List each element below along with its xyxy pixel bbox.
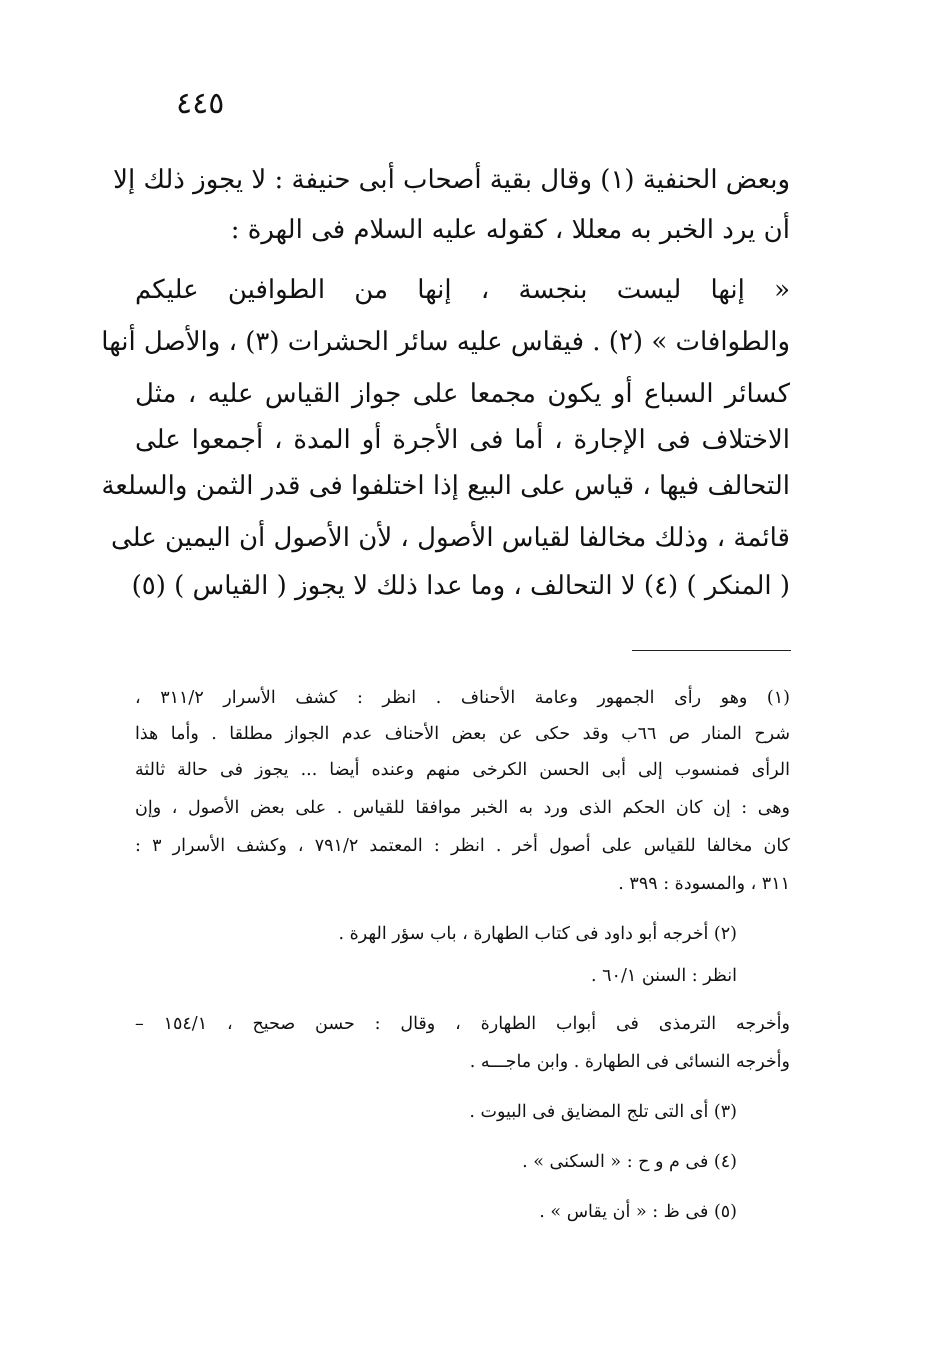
main-text-line: قائمة ، وذلك مخالفا لقياس الأصول ، لأن الأصول أن اليمين على (110, 523, 790, 553)
main-text-line: وبعض الحنفية (١) وقال بقية أصحاب أبى حنيفة : لا يجوز ذلك إلا (113, 165, 790, 195)
main-text-line: « إنها ليست بنجسة ، إنها من الطوافين عليكم (135, 275, 790, 305)
footnote-line: (٢) أخرجه أبو داود فى كتاب الطهارة ، باب سؤر الهرة . (338, 924, 737, 944)
footnote-separator (632, 650, 791, 651)
footnote-line: انظر : السنن ٦٠/١ . (591, 966, 737, 986)
page-number: ٤٤٥ (176, 86, 225, 121)
footnote-line: كان مخالفا للقياس على أصول أخر . انظر : المعتمد ٧٩١/٢ ، وكشف الأسرار ٣ : (135, 836, 790, 856)
footnote-line: وأخرجه الترمذى فى أبواب الطهارة ، وقال : حسن صحيح ، ١٥٤/١ – (135, 1014, 790, 1034)
footnote-line: (١) وهو رأى الجمهور وعامة الأحناف . انظر : كشف الأسرار ٣١١/٢ ، (135, 688, 790, 708)
main-text-line: الاختلاف فى الإجارة ، أما فى الأجرة أو المدة ، أجمعوا على (135, 425, 790, 455)
footnote-line: شرح المنار ص ٦٦ب وقد حكى عن بعض الأحناف عدم الجواز مطلقا . وأما هذا (135, 724, 790, 744)
footnote-line: وأخرجه النسائى فى الطهارة . وابن ماجـــه . (469, 1052, 790, 1072)
footnote-line: الرأى فمنسوب إلى أبى الحسن الكرخى منهم وعنده أيضا ... يجوز فى حالة ثالثة (135, 760, 790, 780)
main-text-line: كسائر السباع أو يكون مجمعا على جواز القياس عليه ، مثل (135, 379, 790, 409)
footnote-line: (٥) فى ظ : « أن يقاس » . (539, 1202, 737, 1222)
footnote-line: ٣١١ ، والمسودة : ٣٩٩ . (618, 874, 790, 894)
footnote-line: (٣) أى التى تلج المضايق فى البيوت . (469, 1102, 737, 1122)
main-text-line: والطوافات » (٢) . فيقاس عليه سائر الحشرات (٣) ، والأصل أنها (101, 327, 790, 357)
main-text-line: ( المنكر ) (٤) لا التحالف ، وما عدا ذلك لا يجوز ( القياس ) (٥) (131, 571, 790, 601)
footnote-line: وهى : إن كان الحكم الذى ورد به الخبر موافقا للقياس . على بعض الأصول ، وإن (135, 798, 790, 818)
main-text-line: التحالف فيها ، قياس على البيع إذا اختلفوا فى قدر الثمن والسلعة (101, 471, 790, 501)
footnote-line: (٤) فى م و ح : « السكنى » . (522, 1152, 737, 1172)
main-text-line: أن يرد الخبر به معللا ، كقوله عليه السلام فى الهرة : (230, 215, 790, 245)
